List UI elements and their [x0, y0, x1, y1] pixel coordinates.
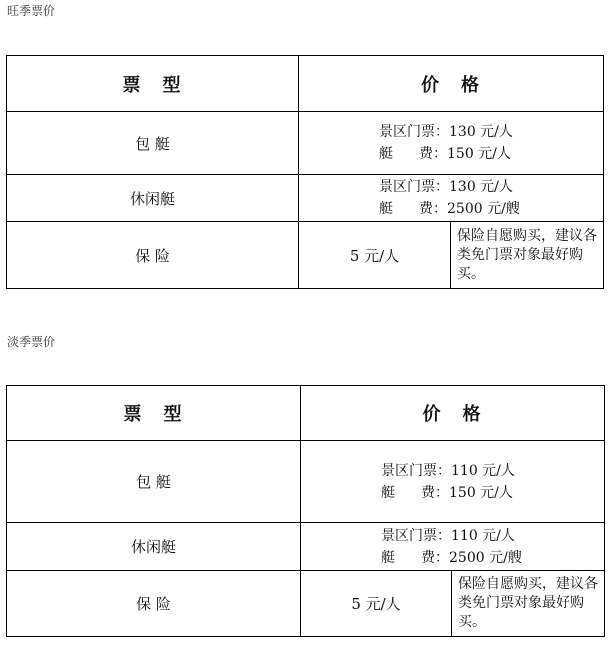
ticket-type-cell: 休闲艇 — [7, 175, 299, 222]
insurance-price-cell: 5 元/人 — [301, 571, 452, 637]
price-cell: 景区门票：130 元/人 艇 费：2500 元/艘 — [299, 175, 604, 222]
off-season-title: 淡季票价 — [7, 335, 56, 349]
off-price-table — [6, 385, 605, 637]
table-row — [7, 112, 604, 175]
price-header: 价 格 — [299, 56, 604, 112]
ticket-type-header: 票 型 — [7, 56, 299, 112]
table-header-row — [7, 56, 604, 112]
ticket-type-cell: 保 险 — [7, 222, 299, 289]
ticket-type-cell: 保 险 — [7, 571, 301, 637]
table-row — [7, 523, 605, 571]
table-row — [7, 441, 605, 523]
price-cell: 景区门票：130 元/人 艇 费：150 元/人 — [299, 112, 604, 175]
table-row — [7, 175, 604, 222]
table-row — [7, 571, 605, 637]
price-header: 价 格 — [301, 386, 605, 441]
ticket-type-cell: 包 艇 — [7, 441, 301, 523]
ticket-type-cell: 包 艇 — [7, 112, 299, 175]
price-cell: 景区门票：110 元/人 艇 费：2500 元/艘 — [301, 523, 605, 571]
peak-price-table — [6, 55, 604, 289]
insurance-note-cell: 保险自愿购买，建议各类免门票对象最好购买。 — [451, 222, 604, 289]
price-cell: 景区门票：110 元/人 艇 费：150 元/人 — [301, 441, 605, 523]
table-header-row — [7, 386, 605, 441]
insurance-price-cell: 5 元/人 — [299, 222, 451, 289]
insurance-note-cell: 保险自愿购买，建议各类免门票对象最好购买。 — [452, 571, 605, 637]
ticket-type-header: 票 型 — [7, 386, 301, 441]
peak-season-title: 旺季票价 — [7, 4, 56, 18]
table-row — [7, 222, 604, 289]
ticket-type-cell: 休闲艇 — [7, 523, 301, 571]
